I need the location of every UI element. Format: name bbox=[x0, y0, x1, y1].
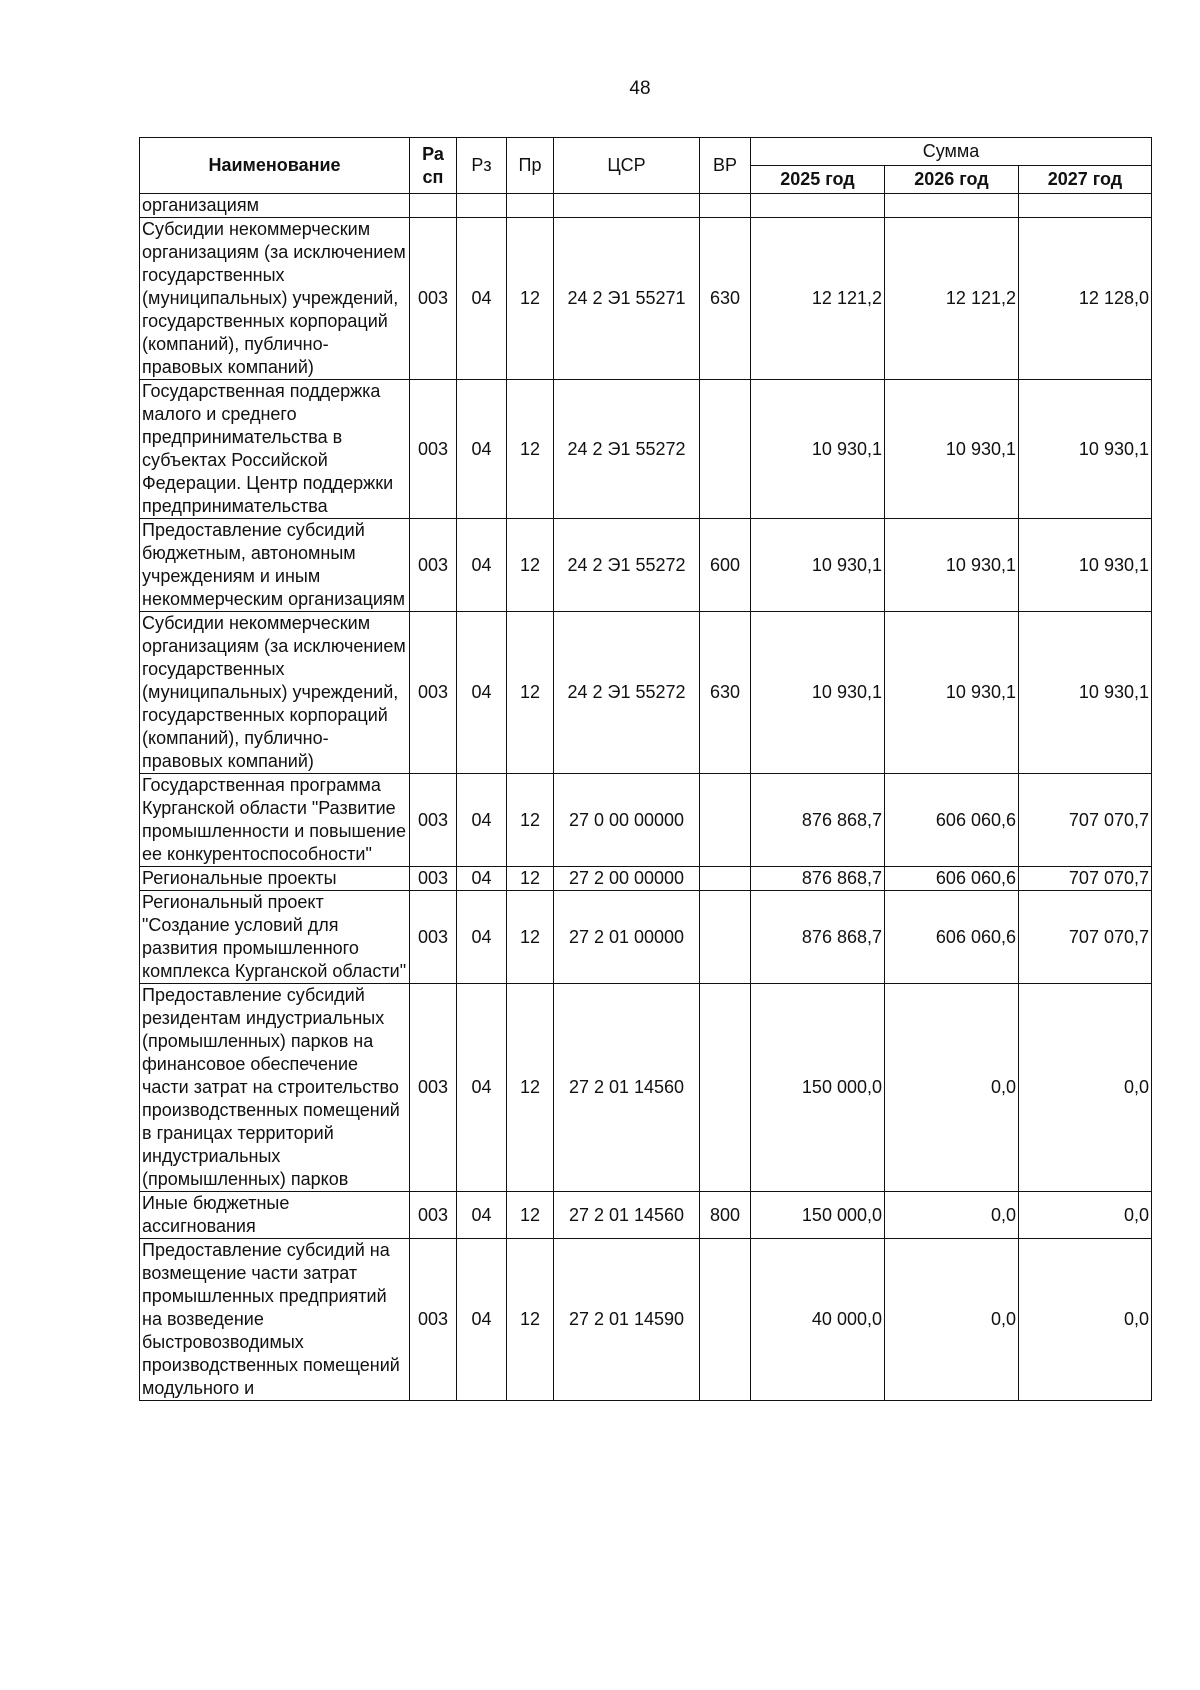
cell-name: Региональный проект "Создание условий для развития промышленного комплекса Курганской области" bbox=[140, 891, 410, 984]
cell-2025: 12 121,2 bbox=[751, 218, 885, 380]
cell-rz: 04 bbox=[457, 1239, 507, 1401]
cell-2027: 0,0 bbox=[1019, 1239, 1152, 1401]
cell-rasp: 003 bbox=[410, 218, 457, 380]
cell-rasp: 003 bbox=[410, 1239, 457, 1401]
cell-csr: 24 2 Э1 55272 bbox=[554, 519, 700, 612]
cell-2026: 0,0 bbox=[885, 984, 1019, 1192]
budget-table bbox=[139, 137, 1152, 1401]
cell-2025: 876 868,7 bbox=[751, 891, 885, 984]
cell-name: Субсидии некоммерческим организациям (за исключением государственных (муниципальных) учреждений, государственных корпораций (компаний), публично-правовых компаний) bbox=[140, 218, 410, 380]
cell-vr bbox=[700, 984, 751, 1192]
cell-2027: 707 070,7 bbox=[1019, 867, 1152, 891]
cell-2026 bbox=[885, 194, 1019, 218]
cell-vr bbox=[700, 867, 751, 891]
cell-vr: 630 bbox=[700, 612, 751, 774]
table-row bbox=[140, 1239, 1152, 1401]
cell-2025: 10 930,1 bbox=[751, 380, 885, 519]
cell-2026: 10 930,1 bbox=[885, 612, 1019, 774]
header-csr: ЦСР bbox=[554, 138, 700, 194]
cell-name: Предоставление субсидий бюджетным, автономным учреждениям и иным некоммерческим организациям bbox=[140, 519, 410, 612]
cell-rasp: 003 bbox=[410, 519, 457, 612]
cell-2026: 0,0 bbox=[885, 1239, 1019, 1401]
cell-csr: 27 2 01 14560 bbox=[554, 984, 700, 1192]
cell-pr: 12 bbox=[507, 1192, 554, 1239]
cell-2027: 10 930,1 bbox=[1019, 380, 1152, 519]
cell-pr: 12 bbox=[507, 1239, 554, 1401]
page-number: 48 bbox=[629, 78, 651, 99]
cell-csr: 27 0 00 00000 bbox=[554, 774, 700, 867]
cell-2027: 707 070,7 bbox=[1019, 774, 1152, 867]
cell-rasp: 003 bbox=[410, 380, 457, 519]
table-row bbox=[140, 194, 1152, 218]
table-row bbox=[140, 1192, 1152, 1239]
table-row bbox=[140, 519, 1152, 612]
cell-pr: 12 bbox=[507, 519, 554, 612]
table-row bbox=[140, 380, 1152, 519]
header-rz: Рз bbox=[457, 138, 507, 194]
cell-rasp: 003 bbox=[410, 612, 457, 774]
cell-name: Государственная поддержка малого и среднего предпринимательства в субъектах Российской Федерации. Центр поддержки предпринимательства bbox=[140, 380, 410, 519]
table-row bbox=[140, 891, 1152, 984]
cell-rz: 04 bbox=[457, 867, 507, 891]
cell-rz: 04 bbox=[457, 1192, 507, 1239]
header-vr: ВР bbox=[700, 138, 751, 194]
cell-2027: 707 070,7 bbox=[1019, 891, 1152, 984]
header-name: Наименование bbox=[140, 138, 410, 194]
cell-rasp: 003 bbox=[410, 984, 457, 1192]
cell-rz: 04 bbox=[457, 380, 507, 519]
cell-2025: 40 000,0 bbox=[751, 1239, 885, 1401]
cell-vr: 800 bbox=[700, 1192, 751, 1239]
cell-2025: 876 868,7 bbox=[751, 867, 885, 891]
cell-rasp: 003 bbox=[410, 774, 457, 867]
cell-csr: 27 2 01 14560 bbox=[554, 1192, 700, 1239]
cell-2027: 0,0 bbox=[1019, 984, 1152, 1192]
header-pr: Пр bbox=[507, 138, 554, 194]
cell-2025 bbox=[751, 194, 885, 218]
cell-pr: 12 bbox=[507, 867, 554, 891]
cell-2026: 606 060,6 bbox=[885, 867, 1019, 891]
cell-2027: 10 930,1 bbox=[1019, 612, 1152, 774]
cell-vr bbox=[700, 380, 751, 519]
cell-rz: 04 bbox=[457, 774, 507, 867]
cell-csr: 24 2 Э1 55272 bbox=[554, 380, 700, 519]
cell-pr bbox=[507, 194, 554, 218]
cell-csr: 24 2 Э1 55271 bbox=[554, 218, 700, 380]
cell-name: Предоставление субсидий на возмещение части затрат промышленных предприятий на возведение быстровозводимых производственных помещений модульного и bbox=[140, 1239, 410, 1401]
cell-name: Региональные проекты bbox=[140, 867, 410, 891]
cell-rz: 04 bbox=[457, 891, 507, 984]
cell-vr bbox=[700, 194, 751, 218]
cell-csr: 24 2 Э1 55272 bbox=[554, 612, 700, 774]
cell-rz: 04 bbox=[457, 612, 507, 774]
cell-name: Субсидии некоммерческим организациям (за исключением государственных (муниципальных) учреждений, государственных корпораций (компаний), публично-правовых компаний) bbox=[140, 612, 410, 774]
cell-pr: 12 bbox=[507, 380, 554, 519]
cell-pr: 12 bbox=[507, 218, 554, 380]
header-year-2027: 2027 год bbox=[1019, 166, 1152, 194]
cell-vr bbox=[700, 891, 751, 984]
cell-pr: 12 bbox=[507, 774, 554, 867]
cell-vr bbox=[700, 1239, 751, 1401]
cell-name: Государственная программа Курганской области "Развитие промышленности и повышение ее конкурентоспособности" bbox=[140, 774, 410, 867]
cell-csr bbox=[554, 194, 700, 218]
cell-2026: 0,0 bbox=[885, 1192, 1019, 1239]
cell-vr bbox=[700, 774, 751, 867]
header-rasp: Ра сп bbox=[410, 138, 457, 194]
cell-vr: 600 bbox=[700, 519, 751, 612]
cell-rasp: 003 bbox=[410, 1192, 457, 1239]
table-row bbox=[140, 867, 1152, 891]
cell-2025: 150 000,0 bbox=[751, 984, 885, 1192]
cell-2026: 12 121,2 bbox=[885, 218, 1019, 380]
cell-2027: 10 930,1 bbox=[1019, 519, 1152, 612]
table-row bbox=[140, 218, 1152, 380]
cell-2027 bbox=[1019, 194, 1152, 218]
cell-pr: 12 bbox=[507, 984, 554, 1192]
table-row bbox=[140, 774, 1152, 867]
cell-rasp: 003 bbox=[410, 867, 457, 891]
cell-2026: 606 060,6 bbox=[885, 774, 1019, 867]
cell-csr: 27 2 01 14590 bbox=[554, 1239, 700, 1401]
cell-vr: 630 bbox=[700, 218, 751, 380]
cell-csr: 27 2 01 00000 bbox=[554, 891, 700, 984]
cell-2026: 606 060,6 bbox=[885, 891, 1019, 984]
table-row bbox=[140, 984, 1152, 1192]
cell-pr: 12 bbox=[507, 612, 554, 774]
header-sum: Сумма bbox=[751, 138, 1152, 166]
cell-2025: 150 000,0 bbox=[751, 1192, 885, 1239]
table-row bbox=[140, 612, 1152, 774]
header-year-2026: 2026 год bbox=[885, 166, 1019, 194]
cell-2026: 10 930,1 bbox=[885, 380, 1019, 519]
cell-rz: 04 bbox=[457, 984, 507, 1192]
cell-pr: 12 bbox=[507, 891, 554, 984]
cell-2027: 0,0 bbox=[1019, 1192, 1152, 1239]
cell-2027: 12 128,0 bbox=[1019, 218, 1152, 380]
cell-2025: 876 868,7 bbox=[751, 774, 885, 867]
cell-name: организациям bbox=[140, 194, 410, 218]
header-year-2025: 2025 год bbox=[751, 166, 885, 194]
cell-rz: 04 bbox=[457, 519, 507, 612]
cell-rz bbox=[457, 194, 507, 218]
cell-rasp bbox=[410, 194, 457, 218]
cell-rz: 04 bbox=[457, 218, 507, 380]
cell-2026: 10 930,1 bbox=[885, 519, 1019, 612]
cell-name: Иные бюджетные ассигнования bbox=[140, 1192, 410, 1239]
cell-2025: 10 930,1 bbox=[751, 612, 885, 774]
cell-2025: 10 930,1 bbox=[751, 519, 885, 612]
cell-rasp: 003 bbox=[410, 891, 457, 984]
cell-name: Предоставление субсидий резидентам индустриальных (промышленных) парков на финансовое обеспечение части затрат на строительство производственных помещений в границах территорий индустриальных (промышленных) парков bbox=[140, 984, 410, 1192]
cell-csr: 27 2 00 00000 bbox=[554, 867, 700, 891]
